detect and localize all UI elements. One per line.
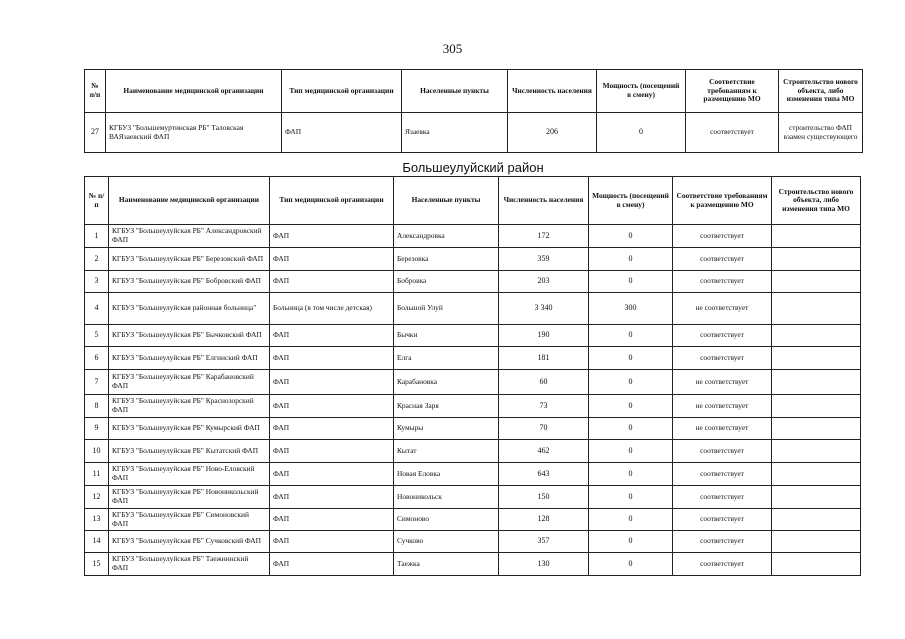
cell-population: 462 <box>499 440 589 463</box>
cell-construction <box>772 248 861 271</box>
header-population: Численность населения <box>508 70 597 113</box>
cell-num: 11 <box>85 463 109 486</box>
cell-num: 6 <box>85 347 109 370</box>
cell-num: 2 <box>85 248 109 271</box>
cell-settlements: Кытат <box>394 440 499 463</box>
cell-population: 359 <box>499 248 589 271</box>
table-top <box>84 69 863 153</box>
header-construction: Строительство нового объекта, либо изменения типа МО <box>779 70 863 113</box>
header-capacity: Мощность (посещений в смену) <box>597 70 686 113</box>
cell-num: 27 <box>85 113 106 153</box>
cell-compliance: соответствует <box>673 225 772 248</box>
cell-compliance: соответствует <box>686 113 779 153</box>
cell-construction <box>772 395 861 418</box>
cell-construction <box>772 509 861 531</box>
cell-construction <box>772 440 861 463</box>
cell-settlements: Язаевка <box>402 113 508 153</box>
table-header-row <box>85 177 861 225</box>
cell-population: 128 <box>499 509 589 531</box>
cell-capacity: 0 <box>589 370 673 395</box>
cell-settlements: Новая Еловка <box>394 463 499 486</box>
cell-type: ФАП <box>282 113 402 153</box>
cell-construction: строительство ФАП взамен существующего <box>779 113 863 153</box>
cell-settlements: Сучково <box>394 531 499 553</box>
cell-population: 206 <box>508 113 597 153</box>
cell-capacity: 0 <box>589 271 673 293</box>
cell-type: ФАП <box>270 248 394 271</box>
cell-compliance: соответствует <box>673 248 772 271</box>
cell-capacity: 0 <box>589 531 673 553</box>
cell-settlements: Бычки <box>394 325 499 347</box>
cell-population: 60 <box>499 370 589 395</box>
cell-capacity: 0 <box>597 113 686 153</box>
cell-capacity: 0 <box>589 347 673 370</box>
cell-compliance: соответствует <box>673 347 772 370</box>
table-row <box>85 395 861 418</box>
table-main <box>84 176 861 576</box>
cell-population: 172 <box>499 225 589 248</box>
cell-capacity: 0 <box>589 463 673 486</box>
cell-settlements: Симоново <box>394 509 499 531</box>
cell-name: КГБУЗ "Большемуртинская РБ" Таловская ВАЯзаевский ФАП <box>106 113 282 153</box>
table-header-row <box>85 70 863 113</box>
cell-population: 70 <box>499 418 589 440</box>
cell-type: ФАП <box>270 553 394 576</box>
cell-construction <box>772 463 861 486</box>
cell-capacity: 0 <box>589 225 673 248</box>
cell-compliance: соответствует <box>673 509 772 531</box>
cell-name: КГБУЗ "Большеулуйская РБ" Краснозорский ФАП <box>109 395 270 418</box>
cell-capacity: 0 <box>589 509 673 531</box>
cell-num: 12 <box>85 486 109 509</box>
cell-type: Больница (в том числе детская) <box>270 293 394 325</box>
header-compliance: Соответствие требованиям к размещению МО <box>686 70 779 113</box>
header-settlements: Населенные пункты <box>394 177 499 225</box>
cell-name: КГБУЗ "Большеулуйская РБ" Елгинский ФАП <box>109 347 270 370</box>
header-type: Тип медицинской организации <box>270 177 394 225</box>
header-num: № п/п <box>85 70 106 113</box>
cell-settlements: Красная Заря <box>394 395 499 418</box>
cell-population: 73 <box>499 395 589 418</box>
cell-num: 9 <box>85 418 109 440</box>
cell-settlements: Бобровка <box>394 271 499 293</box>
cell-capacity: 0 <box>589 440 673 463</box>
cell-type: ФАП <box>270 440 394 463</box>
cell-name: КГБУЗ "Большеулуйская РБ" Новоникольский ФАП <box>109 486 270 509</box>
cell-capacity: 0 <box>589 486 673 509</box>
table-row <box>85 293 861 325</box>
cell-num: 5 <box>85 325 109 347</box>
cell-capacity: 0 <box>589 395 673 418</box>
cell-name: КГБУЗ "Большеулуйская РБ" Березовский ФАП <box>109 248 270 271</box>
header-compliance: Соответствие требованиям к размещению МО <box>673 177 772 225</box>
cell-settlements: Новоникольск <box>394 486 499 509</box>
header-name: Наименование медицинской организации <box>106 70 282 113</box>
cell-compliance: соответствует <box>673 440 772 463</box>
table-row <box>85 531 861 553</box>
table-row <box>85 271 861 293</box>
table-row <box>85 509 861 531</box>
cell-name: КГБУЗ "Большеулуйская РБ" Кумырский ФАП <box>109 418 270 440</box>
cell-name: КГБУЗ "Большеулуйская РБ" Карабановский ФАП <box>109 370 270 395</box>
cell-name: КГБУЗ "Большеулуйская РБ" Таежнинский ФАП <box>109 553 270 576</box>
table-row <box>85 463 861 486</box>
table-row <box>85 347 861 370</box>
page-number: 305 <box>442 41 463 56</box>
cell-population: 150 <box>499 486 589 509</box>
section-title: Большеулуйский район <box>402 160 544 175</box>
table-row <box>85 370 861 395</box>
header-population: Численность населения <box>499 177 589 225</box>
cell-num: 15 <box>85 553 109 576</box>
cell-settlements: Большой Улуй <box>394 293 499 325</box>
table-row <box>85 418 861 440</box>
cell-name: КГБУЗ "Большеулуйская РБ" Симоновский ФАП <box>109 509 270 531</box>
cell-construction <box>772 418 861 440</box>
header-capacity: Мощность (посещений в смену) <box>589 177 673 225</box>
cell-settlements: Кумыры <box>394 418 499 440</box>
cell-type: ФАП <box>270 347 394 370</box>
table-row <box>85 440 861 463</box>
cell-num: 10 <box>85 440 109 463</box>
table-row <box>85 553 861 576</box>
header-construction: Строительство нового объекта, либо изменения типа МО <box>772 177 861 225</box>
cell-type: ФАП <box>270 418 394 440</box>
cell-compliance: не соответствует <box>673 370 772 395</box>
cell-construction <box>772 225 861 248</box>
cell-capacity: 0 <box>589 418 673 440</box>
header-settlements: Населенные пункты <box>402 70 508 113</box>
cell-compliance: соответствует <box>673 463 772 486</box>
cell-compliance: соответствует <box>673 531 772 553</box>
cell-capacity: 300 <box>589 293 673 325</box>
table-row <box>85 225 861 248</box>
cell-name: КГБУЗ "Большеулуйская РБ" Бычковский ФАП <box>109 325 270 347</box>
cell-compliance: не соответствует <box>673 293 772 325</box>
cell-num: 13 <box>85 509 109 531</box>
table-row <box>85 486 861 509</box>
cell-type: ФАП <box>270 225 394 248</box>
cell-num: 14 <box>85 531 109 553</box>
cell-settlements: Березовка <box>394 248 499 271</box>
cell-type: ФАП <box>270 463 394 486</box>
cell-settlements: Таежка <box>394 553 499 576</box>
cell-construction <box>772 347 861 370</box>
cell-settlements: Александровка <box>394 225 499 248</box>
cell-construction <box>772 370 861 395</box>
cell-type: ФАП <box>270 395 394 418</box>
cell-settlements: Карабановка <box>394 370 499 395</box>
cell-type: ФАП <box>270 271 394 293</box>
cell-construction <box>772 325 861 347</box>
cell-compliance: соответствует <box>673 486 772 509</box>
cell-settlements: Елга <box>394 347 499 370</box>
cell-population: 3 340 <box>499 293 589 325</box>
cell-compliance: соответствует <box>673 271 772 293</box>
cell-construction <box>772 293 861 325</box>
cell-population: 130 <box>499 553 589 576</box>
cell-compliance: не соответствует <box>673 395 772 418</box>
cell-type: ФАП <box>270 509 394 531</box>
table-row <box>85 248 861 271</box>
cell-type: ФАП <box>270 486 394 509</box>
cell-capacity: 0 <box>589 248 673 271</box>
cell-num: 1 <box>85 225 109 248</box>
cell-population: 203 <box>499 271 589 293</box>
cell-compliance: соответствует <box>673 325 772 347</box>
cell-name: КГБУЗ "Большеулуйская РБ" Александровский ФАП <box>109 225 270 248</box>
table-row <box>85 325 861 347</box>
header-num: № п/п <box>85 177 109 225</box>
cell-capacity: 0 <box>589 325 673 347</box>
cell-construction <box>772 486 861 509</box>
cell-num: 7 <box>85 370 109 395</box>
cell-construction <box>772 531 861 553</box>
cell-name: КГБУЗ "Большеулуйская РБ" Бобровский ФАП <box>109 271 270 293</box>
header-name: Наименование медицинской организации <box>109 177 270 225</box>
header-type: Тип медицинской организации <box>282 70 402 113</box>
cell-population: 357 <box>499 531 589 553</box>
cell-num: 8 <box>85 395 109 418</box>
cell-type: ФАП <box>270 325 394 347</box>
cell-compliance: соответствует <box>673 553 772 576</box>
cell-capacity: 0 <box>589 553 673 576</box>
cell-name: КГБУЗ "Большеулуйская районная больница" <box>109 293 270 325</box>
cell-name: КГБУЗ "Большеулуйская РБ" Сучковский ФАП <box>109 531 270 553</box>
cell-compliance: не соответствует <box>673 418 772 440</box>
cell-type: ФАП <box>270 370 394 395</box>
cell-type: ФАП <box>270 531 394 553</box>
cell-num: 3 <box>85 271 109 293</box>
cell-population: 190 <box>499 325 589 347</box>
cell-name: КГБУЗ "Большеулуйская РБ" Кытатский ФАП <box>109 440 270 463</box>
cell-population: 181 <box>499 347 589 370</box>
cell-construction <box>772 553 861 576</box>
cell-population: 643 <box>499 463 589 486</box>
cell-num: 4 <box>85 293 109 325</box>
table-row <box>85 113 863 153</box>
cell-name: КГБУЗ "Большеулуйская РБ" Ново-Еловский ФАП <box>109 463 270 486</box>
cell-construction <box>772 271 861 293</box>
